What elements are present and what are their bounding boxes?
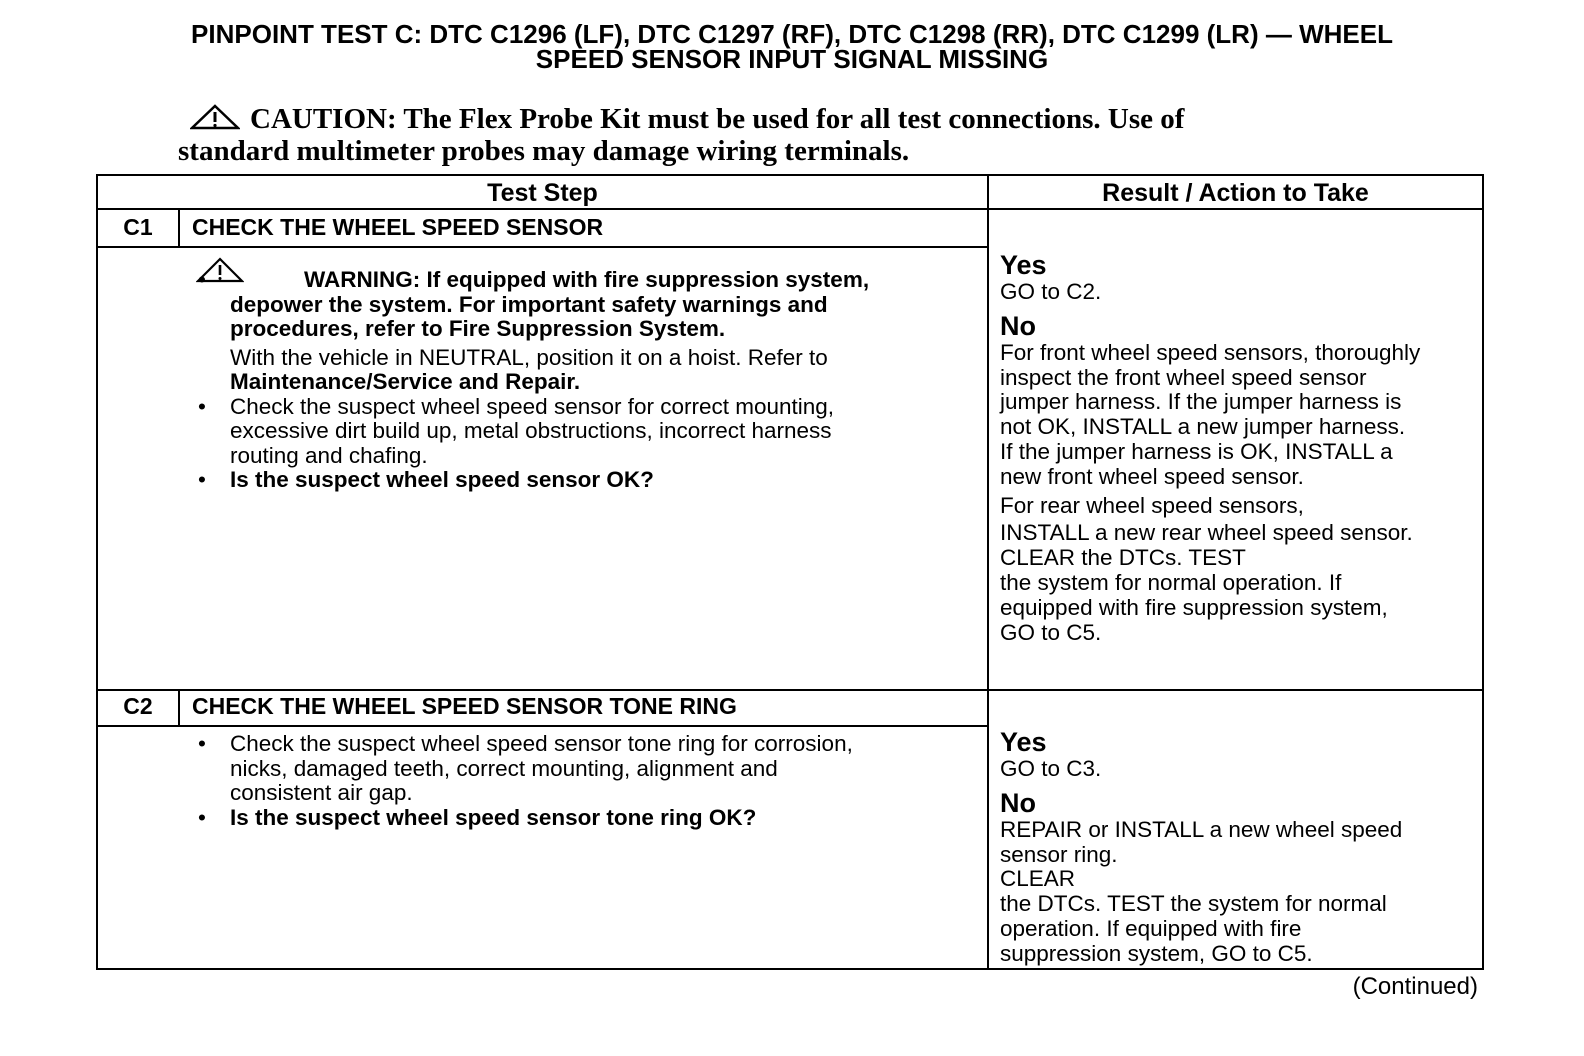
divider-row-c2 [98,689,1482,691]
c1-no-label: No [1000,310,1036,341]
c1-no-line-5: If the jumper harness is OK, INSTALL a [1000,438,1393,464]
divider-c2-id [178,689,180,725]
c2-no-label: No [1000,787,1036,818]
c2-no-line-3: CLEAR [1000,866,1076,892]
caution-line-1: CAUTION: The Flex Probe Kit must be used for all test connections. Use of [250,103,1185,135]
c2-yes-label: Yes [1000,727,1047,757]
divider-c2-title [98,725,987,727]
c1-note-line-2: Maintenance/Service and Repair. [230,369,581,394]
list-item [188,732,968,806]
step-c2-result [1000,727,1480,967]
c2-bullet1-line-1: Check the suspect wheel speed sensor tone ring for corrosion, [230,731,853,756]
step-c1-instructions [188,268,968,493]
c1-no-line-4: not OK, INSTALL a new jumper harness. [1000,414,1406,440]
c2-bullet1-line-3: consistent air gap. [230,780,413,805]
c1-no-line-3: jumper harness. If the jumper harness is [1000,389,1402,415]
divider-c1-id [178,210,180,246]
c1-note-line-1: With the vehicle in NEUTRAL, position it on a hoist. Refer to [230,344,828,370]
bullet-icon: • [198,731,206,756]
c2-no-line-1: REPAIR or INSTALL a new wheel speed [1000,816,1403,842]
continued-label: (Continued) [1352,973,1478,1000]
c2-no-line-6: suppression system, GO to C5. [1000,940,1313,966]
list-item [188,268,968,395]
caution-line-2: standard multimeter probes may damage wiring terminals. [178,135,910,167]
bullet-icon: • [198,393,206,419]
bullet-icon: • [198,804,206,830]
c1-no-line-6: new front wheel speed sensor. [1000,463,1304,489]
list-item [188,395,968,469]
c1-no-line-1: For front wheel speed sensors, thoroughly [1000,339,1421,365]
c1-bullet2-line-3: routing and chafing. [230,442,428,468]
c2-yes-action: GO to C3. [1000,756,1102,781]
c2-no-line-2: sensor ring. [1000,841,1118,867]
step-c2-instructions [188,732,968,830]
col-header-test-step: Test Step [98,176,987,210]
caution-notice [178,103,1328,167]
c2-no-line-4: the DTCs. TEST the system for normal [1000,891,1387,917]
c1-warning-line-3: procedures, refer to Fire Suppression System. [230,316,726,341]
c1-no-line-8: INSTALL a new rear wheel speed sensor. [1000,520,1413,546]
col-header-result-action: Result / Action to Take [989,176,1482,210]
c2-bullet1-line-2: nicks, damaged teeth, correct mounting, alignment and [230,755,778,781]
procedure-table [96,174,1484,970]
c1-no-line-7: For rear wheel speed sensors, [1000,492,1304,518]
step-c1-result [1000,250,1480,645]
c1-yes-label: Yes [1000,250,1047,280]
c2-question: Is the suspect wheel speed sensor tone ring OK? [230,804,757,830]
step-id-c2: C2 [123,693,153,719]
step-id-c1: C1 [123,214,153,240]
c1-warning-line-2: depower the system. For important safety warnings and [230,291,828,317]
c1-bullet2-line-2: excessive dirt build up, metal obstructions, incorrect harness [230,418,832,443]
c1-yes-action: GO to C2. [1000,279,1102,304]
c1-question: Is the suspect wheel speed sensor OK? [230,467,654,492]
column-divider [987,176,989,968]
divider-c1-title [98,246,987,248]
c1-no-line-2: inspect the front wheel speed sensor [1000,364,1367,390]
bullet-icon: • [198,467,206,492]
title-line-1: PINPOINT TEST C: DTC C1296 (LF), DTC C1297 (RF), DTC C1298 (RR), DTC C1299 (LR) — WHEEL [191,19,1393,49]
c1-no-line-10: the system for normal operation. If [1000,569,1342,595]
c2-no-line-5: operation. If equipped with fire [1000,915,1302,941]
c1-no-line-12: GO to C5. [1000,619,1102,645]
list-item [188,468,968,493]
warning-triangle-icon [190,104,240,130]
step-title-c2: CHECK THE WHEEL SPEED SENSOR TONE RING [192,693,737,719]
step-title-c1: CHECK THE WHEEL SPEED SENSOR [192,214,604,240]
page-title [100,19,1484,74]
c1-bullet2-line-1: Check the suspect wheel speed sensor for correct mounting, [230,393,835,419]
c1-warning-line-1: WARNING: If equipped with fire suppression system, [304,267,870,292]
c1-no-line-9: CLEAR the DTCs. TEST [1000,545,1246,571]
list-item [188,806,968,831]
warning-triangle-icon [196,257,244,283]
title-line-2: SPEED SENSOR INPUT SIGNAL MISSING [535,44,1049,74]
c1-no-line-11: equipped with fire suppression system, [1000,594,1388,620]
bullet-icon: • [198,267,206,292]
